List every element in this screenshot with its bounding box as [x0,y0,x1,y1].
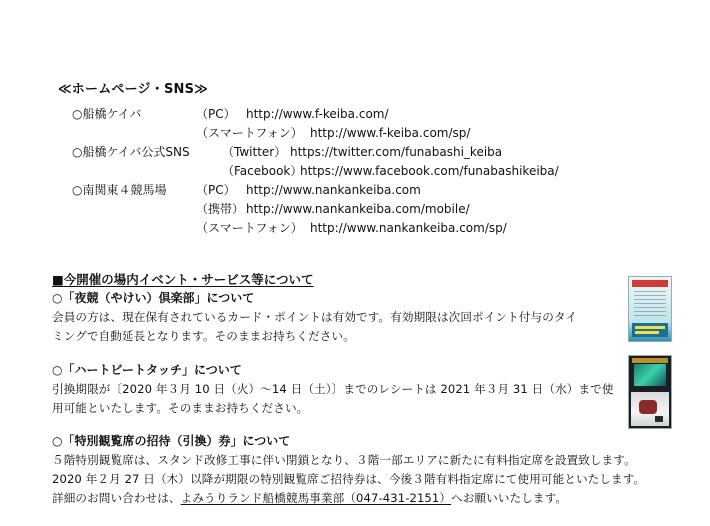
link-label: （PC） [196,183,236,197]
link-label: （Facebook） [222,164,303,178]
homepage-sns-title: ≪ホームページ・SNS≫ [58,82,208,97]
event-body-line: 会員の方は、現在保有されているカード・ポイントは有効です。有効期限は次回ポイント付与のタイ [52,310,578,324]
link-url[interactable]: https://twitter.com/funabashi_keiba [290,145,503,159]
link-url[interactable]: https://www.facebook.com/funabashikeiba/ [300,164,559,178]
entry-name-minami-kanto: ○南関東４競馬場 [72,183,167,197]
link-url[interactable]: http://www.nankankeiba.com/sp/ [310,221,507,235]
entry-name-funabashi-sns: ○船橋ケイバ公式SNS [72,145,190,159]
event-title-heartbeat-touch: ○「ハートビートタッチ」について [52,363,242,377]
link-label: （スマートフォン） [196,221,303,235]
event-body-line: 引換期限が〔2020 年３月 10 日（火）～14 日（土）〕までのレシートは 2021 年３月 31 日（水）まで使 [52,382,614,396]
contact-suffix: へお願いいたします。 [451,491,568,505]
event-title-yakei-club: ○「夜競（やけい）倶楽部」について [52,291,255,305]
event-body-line: 2020 年２月 27 日（木）以降が期限の特別観覧席ご招待券は、今後３階有料指定席にて使用可能といたします。 [52,472,646,486]
event-body-line: 用可能といたします。そのままお持ちください。 [52,401,309,415]
contact-link[interactable]: よみうりランド船橋競馬事業部（047-431-2151） [180,491,452,505]
link-label: （スマートフォン） [196,126,303,140]
entry-name-funabashi-keiba: ○船橋ケイバ [72,107,142,121]
event-body-line: ミングで自動延長となります。そのままお持ちください。 [52,329,355,343]
yakei-club-card-image [628,276,672,342]
link-label: （PC） [196,107,236,121]
events-heading: ■今開催の場内イベント・サービス等について [52,272,314,287]
contact-line [52,489,567,508]
heartbeat-touch-machine-image [628,355,672,429]
link-url[interactable]: http://www.nankankeiba.com/mobile/ [246,202,470,216]
link-url[interactable]: http://www.f-keiba.com/sp/ [310,126,471,140]
link-label: （Twitter） [222,145,287,159]
event-body-line: ５階特別観覧席は、スタンド改修工事に伴い閉鎖となり、３階一部エリアに新たに有料指定席を設置致します。 [52,453,636,467]
event-title-special-seat: ○「特別観覧席の招待（引換）券」について [52,434,291,448]
link-url[interactable]: http://www.nankankeiba.com [246,183,421,197]
contact-prefix: 詳細のお問い合わせは、 [52,491,181,505]
link-url[interactable]: http://www.f-keiba.com/ [246,107,389,121]
link-label: （携帯） [196,202,245,216]
